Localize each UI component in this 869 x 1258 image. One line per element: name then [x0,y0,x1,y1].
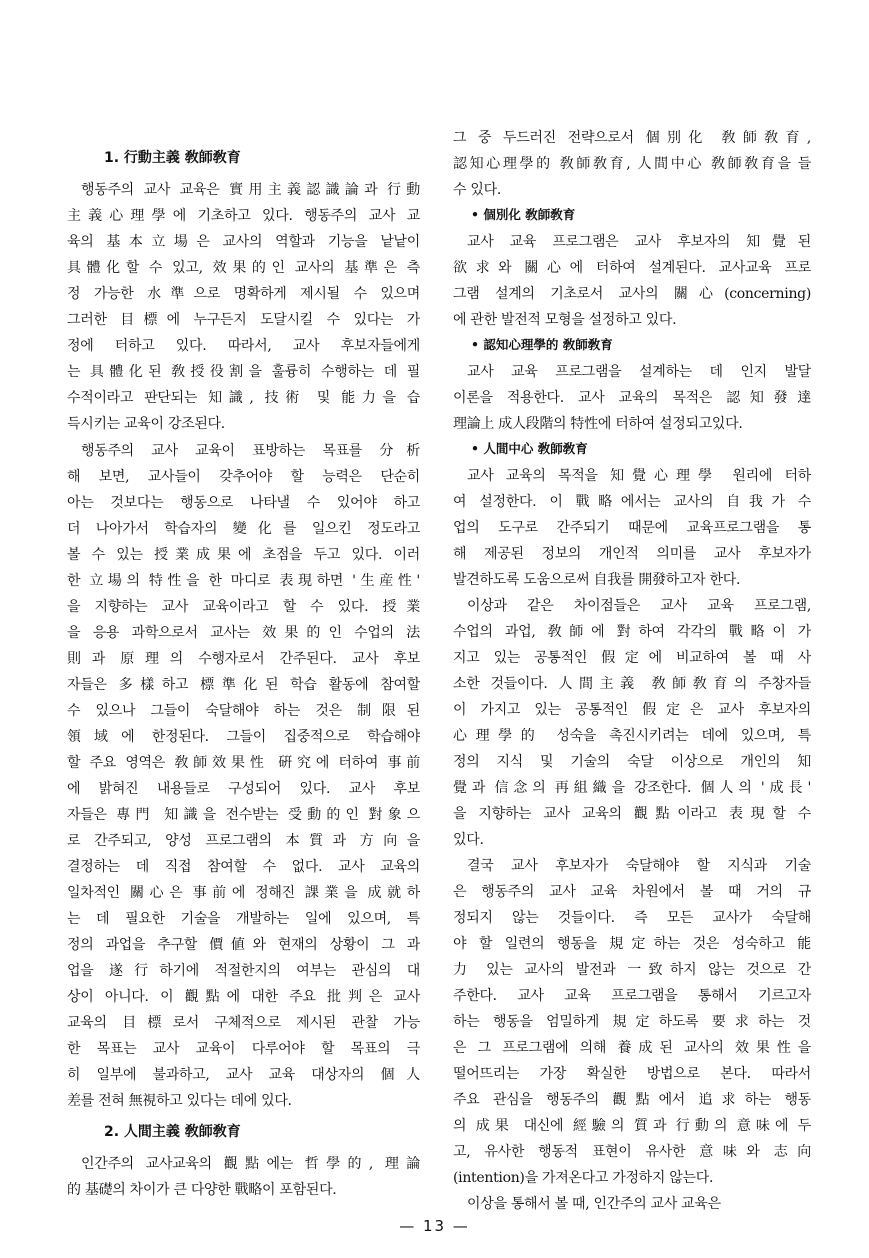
paragraph-behaviorism-intro-line: 육의 基本立場은 교사의 역할과 기능을 낱낱이 [67,234,420,250]
paragraph-common-assumptions-line: 이상과 같은 차이점들은 교사 교육 프로그램, [467,598,811,614]
paragraph-conclusion-line: 고, 유사한 행동적 표현이 유사한 意味와 志向 [453,1144,811,1160]
paragraph-strategies-intro-line: 그 중 두드러진 전략으로서 個別化 敎師敎育, [453,130,811,146]
paragraph-common-assumptions-line: 覺과 信念의 再組織을 강조한다. 個人의 '成長' [453,780,811,796]
paragraph-behaviorism-goals-line: 을 응용 과학으로서 교사는 效果的인 수업의 法 [67,625,420,641]
paragraph-behaviorism-goals-line: 볼 수 있는 授業成果에 초점을 두고 있다. 이러 [67,547,420,563]
paragraph-behaviorism-goals-line: 상이 아니다. 이 觀點에 대한 주요 批判은 교사 [67,989,420,1005]
paragraph-behaviorism-goals-line: 결정하는 데 직접 참여할 수 없다. 교사 교육의 [67,859,420,875]
paragraph-behaviorism-goals-line: 領域에 한정된다. 그들이 집중적으로 학습해야 [67,729,420,745]
paragraph-strategies-intro-line: 認知心理學的 敎師敎育, 人間中心 敎師敎育을 들 [453,156,811,172]
paragraph-individualized-line: 에 관한 발전적 모형을 설정하고 있다. [453,312,677,328]
section-heading-behaviorism: 1. 行動主義 敎師敎育 [104,150,241,166]
paragraph-human-centered-line: 발견하도록 도움으로써 自我를 開發하고자 한다. [453,572,741,588]
subheading-human-centered: • 人間中心 敎師敎育 [471,441,588,456]
paragraph-behaviorism-goals-line: 差를 전혀 無視하고 있다는 데에 있다. [67,1093,292,1109]
paragraph-human-centered-line: 여 설정한다. 이 戰略에서는 교사의 自我가 수 [453,494,811,510]
paragraph-behaviorism-goals-line: 할 주요 영역은 敎師效果性 硏究에 터하여 事前 [67,755,420,771]
paragraph-common-assumptions-line: 을 지향하는 교사 교육의 觀點이라고 表現할 수 [453,806,811,822]
paragraph-common-assumptions-line: 지고 있는 공통적인 假定에 비교하여 볼 때 사 [453,650,811,666]
paragraph-humanism-intro-line: 的 基礎의 차이가 큰 다양한 戰略이 포함된다. [67,1182,337,1198]
paragraph-behaviorism-goals-line: 則과 原理의 수행자로서 간주된다. 교사 후보 [67,651,420,667]
paragraph-behaviorism-goals-line: 수 있으나 그들이 숙달해야 하는 것은 制限된 [67,703,420,719]
paragraph-behaviorism-intro-line: 具體化할 수 있고, 效果的인 교사의 基準은 측 [67,260,420,276]
page-number: — 13 — [399,1217,470,1235]
paragraph-common-assumptions-line: 정의 지식 및 기술의 숙달 이상으로 개인의 知 [453,754,811,770]
paragraph-cognitive-line: 교사 교육 프로그램을 설계하는 데 인지 발달 [467,364,811,380]
paragraph-common-assumptions-line: 소한 것들이다. 人間主義 敎師敎育의 주창자들 [453,676,811,692]
subheading-cognitive: • 認知心理學的 敎師敎育 [471,337,613,352]
paragraph-conclusion-line: 은 그 프로그램에 의해 養成된 교사의 效果性을 [453,1040,811,1056]
paragraph-human-centered-line: 업의 도구로 간주되기 때문에 교육프로그램을 통 [453,520,811,536]
paragraph-behaviorism-intro-line: 主義心理學에 기초하고 있다. 행동주의 교사 교 [67,208,420,224]
paragraph-individualized-line: 그램 설계의 기초로서 교사의 關心(concerning) [453,286,811,302]
paragraph-behaviorism-intro-line: 득시키는 교육이 강조된다. [67,416,225,432]
paragraph-behaviorism-goals-line: 해 보면, 교사들이 갖추어야 할 능력은 단순히 [67,469,420,485]
paragraph-conclusion-line: 주요 관심을 행동주의 觀點에서 追求하는 행동 [453,1092,811,1108]
paragraph-conclusion-line: (intention)을 가져온다고 가정하지 않는다. [453,1170,714,1186]
paragraph-summary-line: 이상을 통해서 볼 때, 인간주의 교사 교육은 [467,1196,721,1212]
paragraph-human-centered-line: 교사 교육의 목적을 知覺心理學 원리에 터하 [467,468,811,484]
paragraph-behaviorism-goals-line: 한 목표는 교사 교육이 다루어야 할 목표의 극 [67,1041,420,1057]
paragraph-behaviorism-goals-line: 업을 遂行하기에 적절한지의 여부는 관심의 대 [67,963,420,979]
paragraph-behaviorism-goals-line: 정의 과업을 추구할 價値와 현재의 상황이 그 과 [67,937,420,953]
paragraph-behaviorism-intro-line: 정에 터하고 있다. 따라서, 교사 후보자들에게 [67,338,420,354]
paragraph-behaviorism-goals-line: 한 立場의 特性을 한 마디로 表現하면 '生産性' [67,573,420,589]
paragraph-behaviorism-goals-line: 자들은 專門 知識을 전수받는 受動的인 對象으 [67,807,420,823]
paragraph-behaviorism-goals-line: 일차적인 關心은 事前에 정해진 課業을 成就하 [67,885,420,901]
paragraph-conclusion-line: 떨어뜨리는 가장 확실한 방법으로 본다. 따라서 [453,1066,811,1082]
paragraph-behaviorism-goals-line: 에 밝혀진 내용들로 구성되어 있다. 교사 후보 [67,781,420,797]
paragraph-behaviorism-goals-line: 로 간주되고, 양성 프로그램의 本質과 方向을 [67,833,420,849]
paragraph-behaviorism-goals-line: 자들은 多樣하고 標準化된 학습 활동에 참여할 [67,677,420,693]
paragraph-cognitive-line: 理論上 成人段階의 特性에 터하여 설정되고있다. [453,416,743,432]
paragraph-behaviorism-goals-line: 행동주의 교사 교육이 표방하는 목표를 分析 [81,443,420,459]
paragraph-behaviorism-goals-line: 을 지향하는 교사 교육이라고 할 수 있다. 授業 [67,599,420,615]
paragraph-humanism-intro-line: 인간주의 교사교육의 觀點에는 哲學的, 理論 [81,1156,420,1172]
paragraph-human-centered-line: 해 제공된 정보의 개인적 의미를 교사 후보자가 [453,546,811,562]
paragraph-behaviorism-intro-line: 그러한 目標에 누구든지 도달시킬 수 있다는 가 [67,312,420,328]
paragraph-conclusion-line: 야 할 일련의 행동을 規定하는 것은 성숙하고 能 [453,936,811,952]
paragraph-behaviorism-goals-line: 더 나아가서 학습자의 變化를 일으킨 정도라고 [67,521,420,537]
section-heading-humanism: 2. 人間主義 敎師敎育 [104,1124,241,1140]
paragraph-behaviorism-intro-line: 수적이라고 판단되는 知識, 技術 및 能力을 습 [67,390,420,406]
paragraph-conclusion-line: 하는 행동을 엄밀하게 規定하도록 要求하는 것 [453,1014,811,1030]
paragraph-conclusion-line: 은 행동주의 교사 교육 차원에서 볼 때 거의 규 [453,884,811,900]
paragraph-conclusion-line: 力 있는 교사의 발전과 一致하지 않는 것으로 간 [453,962,811,978]
paragraph-behaviorism-goals-line: 교육의 目標로서 구체적으로 제시된 관찰 가능 [67,1015,420,1031]
paragraph-conclusion-line: 주한다. 교사 교육 프로그램을 통해서 기르고자 [453,988,811,1004]
paragraph-common-assumptions-line: 수업의 과업, 敎師에 對하여 각각의 戰略이 가 [453,624,811,640]
paragraph-strategies-intro-line: 수 있다. [453,182,501,198]
paragraph-behaviorism-intro-line: 행동주의 교사 교육은 實用主義認識論과 行動 [81,182,420,198]
paragraph-common-assumptions-line: 있다. [453,832,484,848]
paragraph-common-assumptions-line: 心理學的 성숙을 촉진시키려는 데에 있으며, 특 [453,728,811,744]
paragraph-conclusion-line: 결국 교사 후보자가 숙달해야 할 지식과 기술 [467,858,811,874]
paragraph-behaviorism-goals-line: 히 일부에 불과하고, 교사 교육 대상자의 個人 [67,1067,420,1083]
paragraph-individualized-line: 欲求와 關心에 터하여 설계된다. 교사교육 프로 [453,260,811,276]
paragraph-behaviorism-intro-line: 정 가능한 水準으로 명확하게 제시될 수 있으며 [67,286,420,302]
paragraph-cognitive-line: 이론을 적용한다. 교사 교육의 목적은 認知發達 [453,390,811,406]
paragraph-common-assumptions-line: 이 가지고 있는 공통적인 假定은 교사 후보자의 [453,702,811,718]
paragraph-conclusion-line: 의 成果 대신에 經驗의 質과 行動의 意味에 두 [453,1118,811,1134]
subheading-individualized: • 個別化 敎師敎育 [471,207,576,222]
paragraph-behaviorism-intro-line: 는 具體化된 敎授役割을 훌륭히 수행하는 데 필 [67,364,420,380]
paragraph-behaviorism-goals-line: 는 데 필요한 기술을 개발하는 일에 있으며, 특 [67,911,420,927]
paragraph-conclusion-line: 정되지 않는 것들이다. 즉 모든 교사가 숙달해 [453,910,811,926]
paragraph-behaviorism-goals-line: 아는 것보다는 행동으로 나타낼 수 있어야 하고 [67,495,420,511]
paragraph-individualized-line: 교사 교육 프로그램은 교사 후보자의 知覺된 [467,234,811,250]
